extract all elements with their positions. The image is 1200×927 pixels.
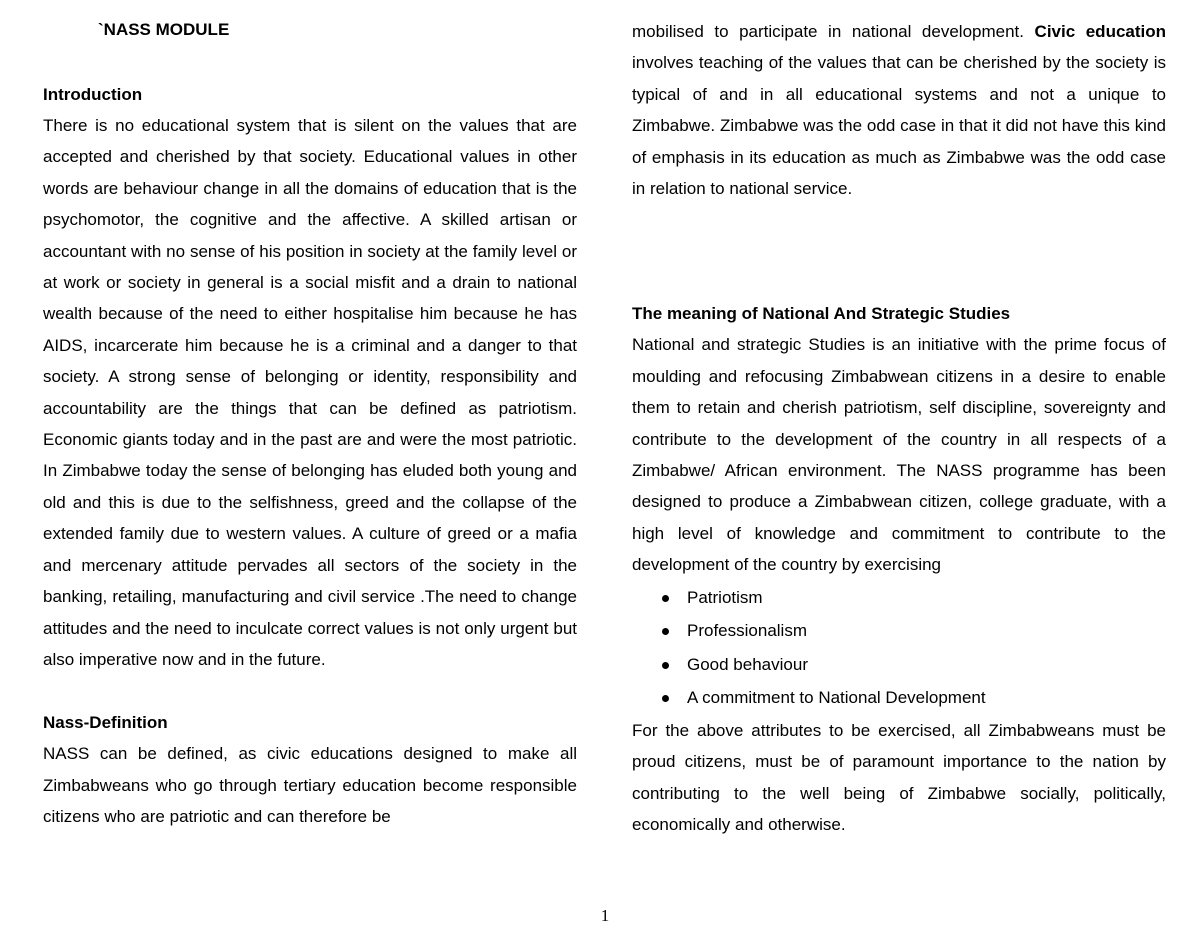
list-item [632, 681, 1166, 715]
list-item-label: Professionalism [687, 621, 807, 641]
closing-paragraph: For the above attributes to be exercised, all Zimbabweans must be proud citizens, must be of paramount importance to the nation by contributing to the well being of Zimbabwe socially, politically, economically and otherwise. [632, 721, 1166, 835]
introduction-heading: Introduction [43, 85, 143, 104]
page-number: 1 [600, 906, 610, 925]
bullet-icon [662, 695, 669, 702]
meaning-paragraph: National and strategic Studies is an initiative with the prime focus of moulding and refocusing Zimbabwean citizens in a desire to enable them to retain and cherish patriotism, self discipline, sovereignty and contribute to the development of the country in all respects of a Zimbabwe/ African environment. The NASS programme has been designed to produce a Zimbabwean citizen, college graduate, with a high level of knowledge and commitment to contribute to the development of the country by exercising [632, 335, 1166, 575]
definition-paragraph: NASS can be defined, as civic educations designed to make all Zimbabweans who go through tertiary education become responsible citizens who are patriotic and can therefore be [43, 744, 577, 827]
bullet-icon [662, 595, 669, 602]
introduction-paragraph: There is no educational system that is silent on the values that are accepted and cherished by that society. Educational values in other words are behaviour change in all the domains of education that is the psychomotor, the cognitive and the affective. A skilled artisan or accountant with no sense of his position in society at the family level or at work or society in general is a social misfit and a drain to national wealth because of the need to either hospitalise him because he has AIDS, incarcerate him because he is a criminal and a danger to that society. A strong sense of belonging or identity, responsibility and accountability are the things that can be defined as patriotism. Economic giants today and in the past are and were the most patriotic. In Zimbabwe today the sense of belonging has eluded both young and old and this is due to the selfishness, greed and the collapse of the extended family due to western values. A culture of greed or a mafia and mercenary attitude pervades all sectors of the society in the banking, retailing, manufacturing and civil service .The need to change attitudes and the need to inculcate correct values is not only urgent but also imperative now and in the future. [43, 116, 577, 669]
list-item [632, 581, 1166, 615]
left-column [43, 16, 577, 833]
bullet-icon [662, 662, 669, 669]
list-item [632, 648, 1166, 682]
list-item-label: Patriotism [687, 587, 763, 607]
list-item-label: Good behaviour [687, 654, 808, 674]
civic-education-paragraph [632, 16, 1166, 204]
continuation-text-start: mobilised to participate in national development. [632, 22, 1035, 41]
page-title: `NASS MODULE [98, 20, 230, 39]
meaning-heading: The meaning of National And Strategic Studies [632, 304, 1011, 324]
civic-education-term: Civic education [1034, 22, 1167, 41]
list-item-label: A commitment to National Development [687, 688, 986, 708]
continuation-text-end: involves teaching of the values that can be cherished by the society is typical of and in all educational systems and not a unique to Zimbabwe. Zimbabwe was the odd case in that it did not have this kind of emphasis in its education as much as Zimbabwe was the odd case in relation to national service. [632, 53, 1166, 199]
right-column [632, 16, 1166, 841]
bullet-icon [662, 628, 669, 635]
list-item [632, 614, 1166, 648]
attribute-list [632, 581, 1166, 715]
definition-heading: Nass-Definition [43, 713, 168, 733]
